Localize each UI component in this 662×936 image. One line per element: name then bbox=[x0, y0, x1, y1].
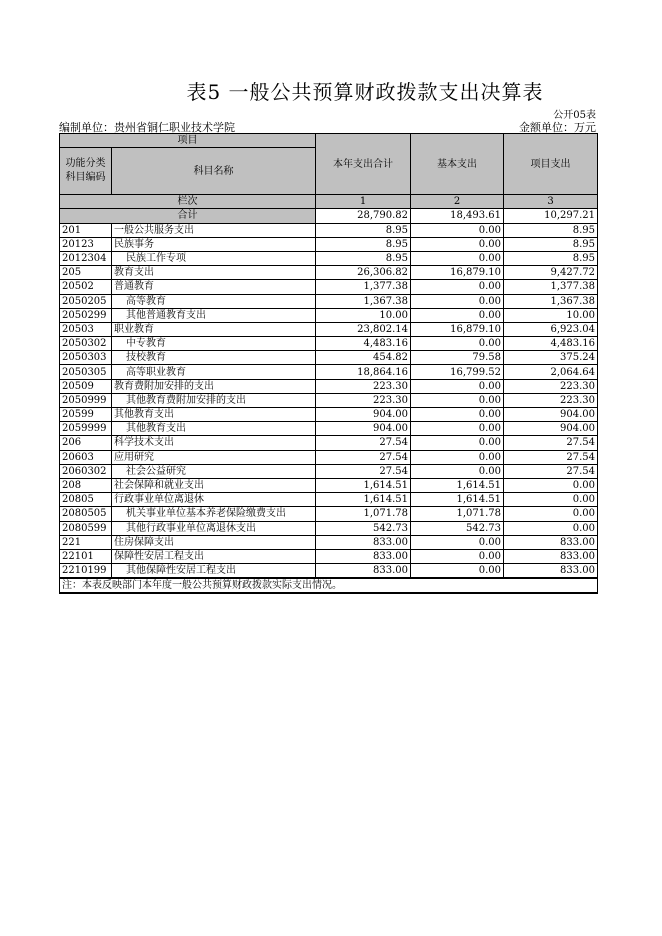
row-total: 904.00 bbox=[316, 422, 411, 436]
row-name: 其他行政事业单位离退休支出 bbox=[112, 521, 316, 535]
table-row bbox=[60, 408, 598, 422]
header-row-label: 栏次 bbox=[60, 195, 316, 209]
total-label: 合计 bbox=[60, 209, 316, 223]
row-basic: 79.58 bbox=[411, 351, 504, 365]
row-code: 2050305 bbox=[60, 365, 112, 379]
row-total: 10.00 bbox=[316, 308, 411, 322]
row-name: 民族工作专项 bbox=[112, 251, 316, 265]
row-code: 22101 bbox=[60, 549, 112, 563]
row-name: 其他保障性安居工程支出 bbox=[112, 564, 316, 579]
row-basic: 0.00 bbox=[411, 223, 504, 237]
row-basic: 0.00 bbox=[411, 280, 504, 294]
row-name: 行政事业单位离退休 bbox=[112, 493, 316, 507]
row-code: 2210199 bbox=[60, 564, 112, 579]
row-name: 其他教育支出 bbox=[112, 422, 316, 436]
row-name: 中专教育 bbox=[112, 337, 316, 351]
header-code: 功能分类科目编码 bbox=[60, 148, 112, 195]
total-c1: 28,790.82 bbox=[316, 209, 411, 223]
row-project: 1,367.38 bbox=[504, 294, 598, 308]
row-project: 8.95 bbox=[504, 251, 598, 265]
row-basic: 0.00 bbox=[411, 436, 504, 450]
row-name: 教育支出 bbox=[112, 266, 316, 280]
row-total: 223.30 bbox=[316, 379, 411, 393]
row-code: 2060302 bbox=[60, 464, 112, 478]
row-name: 保障性安居工程支出 bbox=[112, 549, 316, 563]
row-name: 其他教育费附加安排的支出 bbox=[112, 393, 316, 407]
row-basic: 542.73 bbox=[411, 521, 504, 535]
row-name: 社会保障和就业支出 bbox=[112, 478, 316, 492]
table-row bbox=[60, 521, 598, 535]
table-row bbox=[60, 337, 598, 351]
row-project: 27.54 bbox=[504, 450, 598, 464]
header-col3: 项目支出 bbox=[504, 134, 598, 195]
table-row bbox=[60, 564, 598, 579]
table-row bbox=[60, 436, 598, 450]
row-basic: 16,879.10 bbox=[411, 322, 504, 336]
row-code: 221 bbox=[60, 535, 112, 549]
table-row bbox=[60, 266, 598, 280]
row-project: 8.95 bbox=[504, 237, 598, 251]
row-basic: 0.00 bbox=[411, 379, 504, 393]
row-project: 375.24 bbox=[504, 351, 598, 365]
row-name: 普通教育 bbox=[112, 280, 316, 294]
row-name: 住房保障支出 bbox=[112, 535, 316, 549]
row-basic: 1,614.51 bbox=[411, 493, 504, 507]
row-total: 1,071.78 bbox=[316, 507, 411, 521]
row-code: 201 bbox=[60, 223, 112, 237]
table-row bbox=[60, 535, 598, 549]
row-name: 职业教育 bbox=[112, 322, 316, 336]
expenditure-table bbox=[59, 133, 598, 594]
row-total: 26,306.82 bbox=[316, 266, 411, 280]
row-total: 1,614.51 bbox=[316, 493, 411, 507]
row-name: 社会公益研究 bbox=[112, 464, 316, 478]
row-basic: 0.00 bbox=[411, 408, 504, 422]
table-row bbox=[60, 379, 598, 393]
row-name: 一般公共服务支出 bbox=[112, 223, 316, 237]
page-title: 表5 一般公共预算财政拨款支出决算表 bbox=[186, 80, 544, 104]
row-code: 208 bbox=[60, 478, 112, 492]
row-code: 2059999 bbox=[60, 422, 112, 436]
row-total: 1,377.38 bbox=[316, 280, 411, 294]
row-code: 2050999 bbox=[60, 393, 112, 407]
row-project: 904.00 bbox=[504, 422, 598, 436]
row-basic: 0.00 bbox=[411, 564, 504, 579]
row-total: 8.95 bbox=[316, 251, 411, 265]
row-total: 542.73 bbox=[316, 521, 411, 535]
row-basic: 0.00 bbox=[411, 535, 504, 549]
row-project: 904.00 bbox=[504, 408, 598, 422]
row-name: 高等教育 bbox=[112, 294, 316, 308]
row-project: 8.95 bbox=[504, 223, 598, 237]
header-idx2: 2 bbox=[411, 195, 504, 209]
row-basic: 0.00 bbox=[411, 464, 504, 478]
row-project: 10.00 bbox=[504, 308, 598, 322]
row-basic: 0.00 bbox=[411, 393, 504, 407]
row-code: 20503 bbox=[60, 322, 112, 336]
table-row bbox=[60, 507, 598, 521]
table-row bbox=[60, 322, 598, 336]
row-total: 1,367.38 bbox=[316, 294, 411, 308]
row-total: 23,802.14 bbox=[316, 322, 411, 336]
table-row bbox=[60, 493, 598, 507]
row-project: 4,483.16 bbox=[504, 337, 598, 351]
row-basic: 0.00 bbox=[411, 337, 504, 351]
row-total: 833.00 bbox=[316, 564, 411, 579]
row-total: 8.95 bbox=[316, 237, 411, 251]
row-basic: 0.00 bbox=[411, 549, 504, 563]
row-project: 833.00 bbox=[504, 564, 598, 579]
row-code: 2012304 bbox=[60, 251, 112, 265]
compiling-unit: 编制单位：贵州省铜仁职业技术学院 bbox=[59, 121, 235, 134]
row-basic: 1,614.51 bbox=[411, 478, 504, 492]
row-basic: 0.00 bbox=[411, 422, 504, 436]
row-basic: 0.00 bbox=[411, 308, 504, 322]
row-project: 0.00 bbox=[504, 507, 598, 521]
row-code: 205 bbox=[60, 266, 112, 280]
row-project: 0.00 bbox=[504, 478, 598, 492]
row-code: 20603 bbox=[60, 450, 112, 464]
row-code: 2080599 bbox=[60, 521, 112, 535]
row-code: 20805 bbox=[60, 493, 112, 507]
row-total: 833.00 bbox=[316, 535, 411, 549]
row-code: 20599 bbox=[60, 408, 112, 422]
row-code: 2080505 bbox=[60, 507, 112, 521]
row-project: 9,427.72 bbox=[504, 266, 598, 280]
row-total: 27.54 bbox=[316, 464, 411, 478]
row-project: 833.00 bbox=[504, 549, 598, 563]
row-total: 8.95 bbox=[316, 223, 411, 237]
table-row bbox=[60, 478, 598, 492]
table-row bbox=[60, 549, 598, 563]
table-row bbox=[60, 464, 598, 478]
row-name: 机关事业单位基本养老保险缴费支出 bbox=[112, 507, 316, 521]
table-row bbox=[60, 365, 598, 379]
row-name: 应用研究 bbox=[112, 450, 316, 464]
row-code: 2050303 bbox=[60, 351, 112, 365]
row-project: 0.00 bbox=[504, 521, 598, 535]
table-row bbox=[60, 308, 598, 322]
total-c2: 18,493.61 bbox=[411, 209, 504, 223]
total-c3: 10,297.21 bbox=[504, 209, 598, 223]
row-code: 20509 bbox=[60, 379, 112, 393]
row-basic: 0.00 bbox=[411, 294, 504, 308]
table-row bbox=[60, 294, 598, 308]
row-project: 223.30 bbox=[504, 393, 598, 407]
amount-unit: 金额单位：万元 bbox=[519, 121, 596, 134]
row-total: 904.00 bbox=[316, 408, 411, 422]
row-total: 18,864.16 bbox=[316, 365, 411, 379]
row-total: 27.54 bbox=[316, 436, 411, 450]
row-code: 2050205 bbox=[60, 294, 112, 308]
row-name: 科学技术支出 bbox=[112, 436, 316, 450]
row-total: 454.82 bbox=[316, 351, 411, 365]
row-total: 223.30 bbox=[316, 393, 411, 407]
table-row bbox=[60, 351, 598, 365]
row-code: 20502 bbox=[60, 280, 112, 294]
row-project: 1,377.38 bbox=[504, 280, 598, 294]
row-name: 高等职业教育 bbox=[112, 365, 316, 379]
row-total: 833.00 bbox=[316, 549, 411, 563]
row-total: 27.54 bbox=[316, 450, 411, 464]
row-project: 6,923.04 bbox=[504, 322, 598, 336]
row-basic: 16,799.52 bbox=[411, 365, 504, 379]
row-project: 0.00 bbox=[504, 493, 598, 507]
table-row bbox=[60, 422, 598, 436]
row-name: 教育费附加安排的支出 bbox=[112, 379, 316, 393]
header-name: 科目名称 bbox=[112, 148, 316, 195]
row-total: 4,483.16 bbox=[316, 337, 411, 351]
row-project: 833.00 bbox=[504, 535, 598, 549]
table-note: 注：本表反映部门本年度一般公共预算财政拨款实际支出情况。 bbox=[60, 578, 598, 593]
table-row bbox=[60, 251, 598, 265]
table-row bbox=[60, 223, 598, 237]
row-name: 民族事务 bbox=[112, 237, 316, 251]
header-idx3: 3 bbox=[504, 195, 598, 209]
row-project: 27.54 bbox=[504, 436, 598, 450]
row-total: 1,614.51 bbox=[316, 478, 411, 492]
header-col1: 本年支出合计 bbox=[316, 134, 411, 195]
table-row bbox=[60, 280, 598, 294]
row-name: 其他普通教育支出 bbox=[112, 308, 316, 322]
total-row bbox=[60, 209, 598, 223]
row-basic: 1,071.78 bbox=[411, 507, 504, 521]
table-row bbox=[60, 393, 598, 407]
row-code: 206 bbox=[60, 436, 112, 450]
table-row bbox=[60, 450, 598, 464]
row-code: 20123 bbox=[60, 237, 112, 251]
row-code: 2050299 bbox=[60, 308, 112, 322]
header-col2: 基本支出 bbox=[411, 134, 504, 195]
row-project: 27.54 bbox=[504, 464, 598, 478]
row-code: 2050302 bbox=[60, 337, 112, 351]
row-project: 223.30 bbox=[504, 379, 598, 393]
table-row bbox=[60, 237, 598, 251]
row-basic: 0.00 bbox=[411, 251, 504, 265]
row-name: 其他教育支出 bbox=[112, 408, 316, 422]
row-basic: 0.00 bbox=[411, 450, 504, 464]
header-idx1: 1 bbox=[316, 195, 411, 209]
row-project: 2,064.64 bbox=[504, 365, 598, 379]
row-name: 技校教育 bbox=[112, 351, 316, 365]
row-basic: 16,879.10 bbox=[411, 266, 504, 280]
form-number: 公开05表 bbox=[553, 110, 596, 121]
header-item: 项目 bbox=[60, 134, 316, 148]
row-basic: 0.00 bbox=[411, 237, 504, 251]
